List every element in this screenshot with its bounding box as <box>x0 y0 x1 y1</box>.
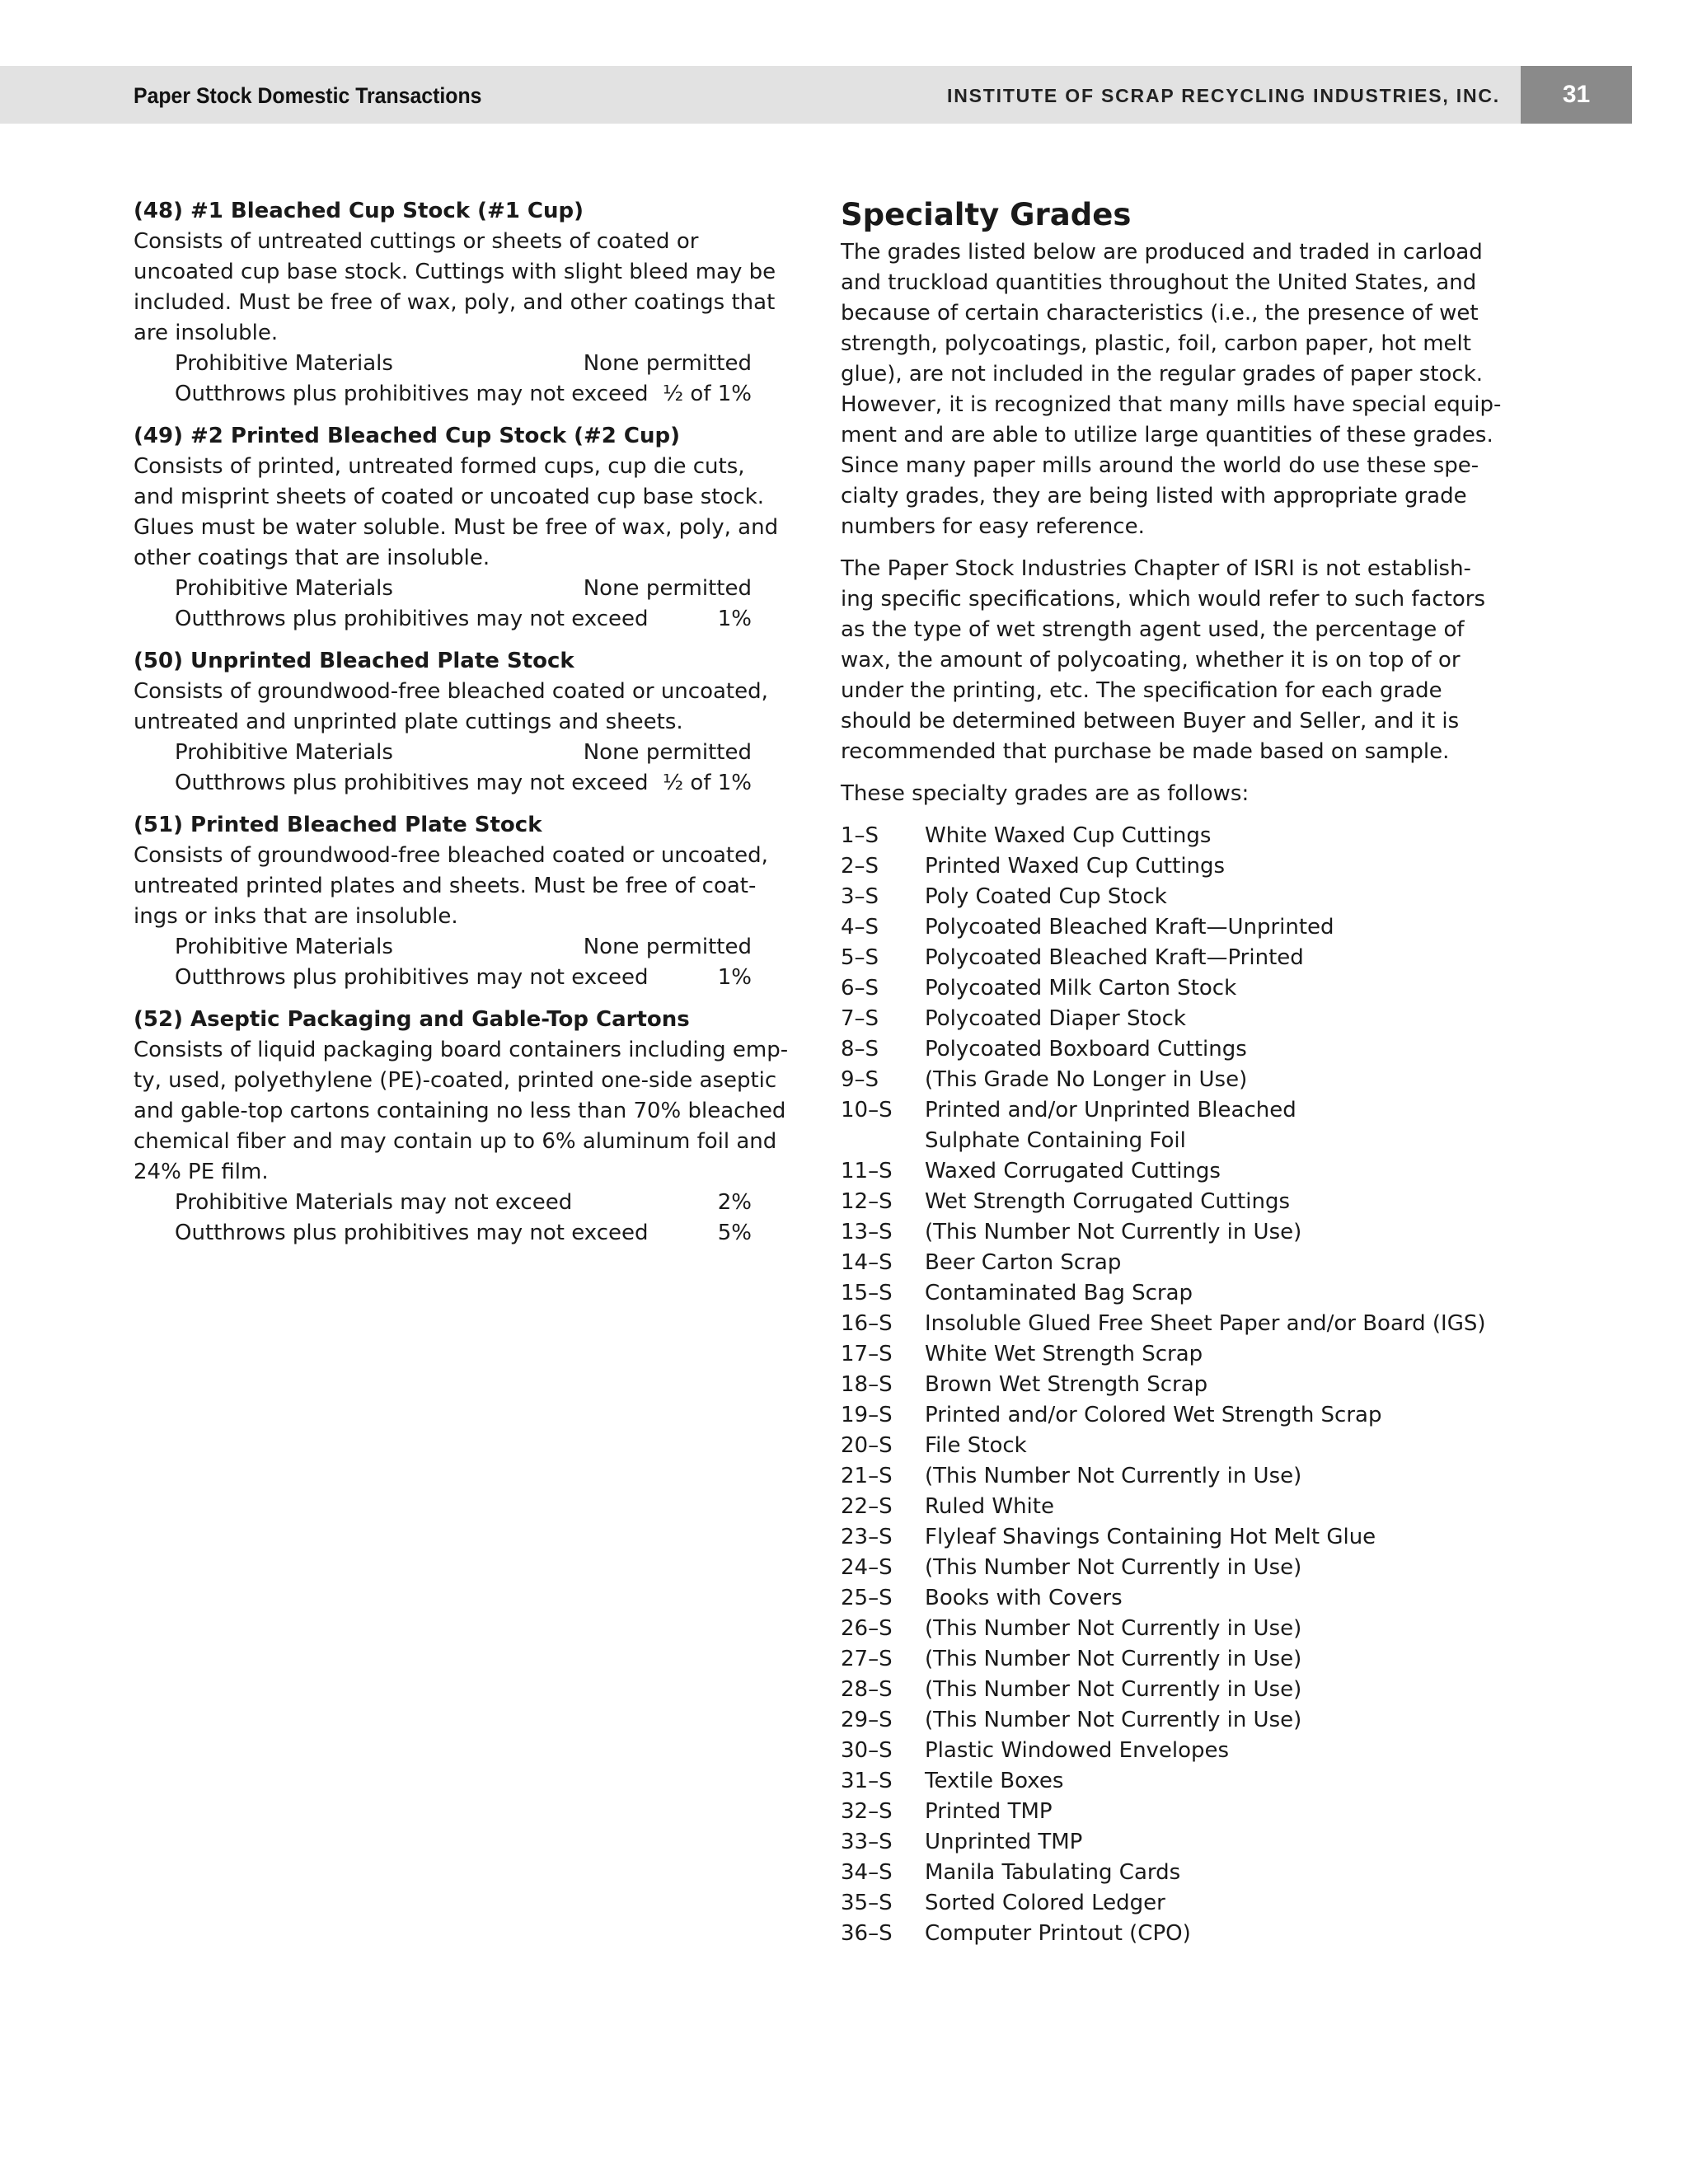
grade-code: 30–S <box>841 1738 893 1763</box>
list-item <box>841 1431 1517 1461</box>
spec-value: None permitted <box>583 351 752 376</box>
grade-code: 16–S <box>841 1311 893 1336</box>
grade-name: (This Number Not Currently in Use) <box>925 1220 1302 1244</box>
grade-code: 24–S <box>841 1555 893 1580</box>
grade-code: 26–S <box>841 1616 893 1641</box>
grade-code: 22–S <box>841 1494 893 1519</box>
entry-title: (52) Aseptic Packaging and Gable-Top Cartons <box>134 1007 690 1032</box>
list-item <box>841 1553 1517 1583</box>
grade-name: Polycoated Bleached Kraft—Unprinted <box>925 915 1334 940</box>
spec-row <box>134 738 752 768</box>
list-item <box>841 1614 1517 1644</box>
grade-name: Polycoated Boxboard Cuttings <box>925 1037 1247 1062</box>
spec-label: Prohibitive Materials <box>175 935 393 959</box>
grade-code: 18–S <box>841 1372 893 1397</box>
entry-description <box>134 1035 797 1188</box>
entry-description <box>134 677 797 738</box>
spec-row <box>134 1218 752 1249</box>
spec-label: Prohibitive Materials <box>175 740 393 765</box>
entry-description <box>134 227 797 349</box>
para-line: However, it is recognized that many mills have special equip- <box>841 392 1502 417</box>
grade-name: (This Number Not Currently in Use) <box>925 1708 1302 1732</box>
list-intro-paragraph <box>841 779 1517 809</box>
grade-name: Printed and/or Unprinted Bleached <box>925 1098 1296 1122</box>
grade-name: Polycoated Bleached Kraft—Printed <box>925 945 1304 970</box>
list-item <box>841 973 1517 1004</box>
list-item <box>841 943 1517 973</box>
spec-value: 1% <box>717 965 752 990</box>
desc-line: Consists of liquid packaging board containers including emp- <box>134 1038 789 1062</box>
grade-code: 31–S <box>841 1769 893 1793</box>
para-line: recommended that purchase be made based on sample. <box>841 739 1450 764</box>
spec-row <box>134 963 752 993</box>
grade-name: Unprinted TMP <box>925 1830 1083 1854</box>
grade-name: (This Grade No Longer in Use) <box>925 1067 1248 1092</box>
spec-label: Prohibitive Materials <box>175 351 393 376</box>
list-item <box>841 1675 1517 1705</box>
spec-row <box>134 604 752 635</box>
para-line: ment and are able to utilize large quantities of these grades. <box>841 423 1493 448</box>
para-line: and truckload quantities throughout the United States, and <box>841 270 1477 295</box>
para-line: The grades listed below are produced and traded in carload <box>841 240 1483 265</box>
grade-name: Brown Wet Strength Scrap <box>925 1372 1208 1397</box>
list-item <box>841 1095 1517 1126</box>
spec-label: Outthrows plus prohibitives may not exceed <box>175 965 649 990</box>
grade-code: 4–S <box>841 915 879 940</box>
grade-name: Poly Coated Cup Stock <box>925 884 1167 909</box>
grade-code: 5–S <box>841 945 879 970</box>
grade-code: 17–S <box>841 1342 893 1366</box>
grade-name: Plastic Windowed Envelopes <box>925 1738 1230 1763</box>
para-line: under the printing, etc. The specification for each grade <box>841 678 1442 703</box>
spec-label: Outthrows plus prohibitives may not exceed <box>175 607 649 631</box>
spec-label: Prohibitive Materials <box>175 576 393 601</box>
list-item <box>841 1797 1517 1827</box>
list-item <box>841 1309 1517 1339</box>
grade-name: Manila Tabulating Cards <box>925 1860 1181 1885</box>
grade-name: Printed Waxed Cup Cuttings <box>925 854 1226 879</box>
grade-name: White Wet Strength Scrap <box>925 1342 1203 1366</box>
grade-entry-49 <box>134 421 797 635</box>
spec-value: None permitted <box>583 740 752 765</box>
list-item <box>841 1156 1517 1187</box>
desc-line: Consists of untreated cuttings or sheets of coated or <box>134 229 699 254</box>
list-item <box>841 1187 1517 1217</box>
grade-code: 33–S <box>841 1830 893 1854</box>
list-item <box>841 1492 1517 1522</box>
spec-label: Prohibitive Materials may not exceed <box>175 1190 573 1215</box>
grade-name: (This Number Not Currently in Use) <box>925 1464 1302 1488</box>
specialty-grade-list <box>841 821 1517 1949</box>
spec-value: 1% <box>717 607 752 631</box>
list-item <box>841 1919 1517 1949</box>
entry-title: (49) #2 Printed Bleached Cup Stock (#2 Cup) <box>134 424 680 448</box>
grade-name: Computer Printout (CPO) <box>925 1921 1191 1946</box>
grade-name: Textile Boxes <box>925 1769 1064 1793</box>
list-item <box>841 1034 1517 1065</box>
grade-code: 10–S <box>841 1098 893 1122</box>
list-item <box>841 1644 1517 1675</box>
grade-code: 35–S <box>841 1891 893 1915</box>
section-title: Specialty Grades <box>841 197 1132 232</box>
para-line: because of certain characteristics (i.e., the presence of wet <box>841 301 1479 326</box>
spec-value: None permitted <box>583 935 752 959</box>
list-item <box>841 1858 1517 1888</box>
grade-code: 25–S <box>841 1586 893 1610</box>
left-column <box>134 196 797 1260</box>
spec-row <box>134 379 752 410</box>
list-item <box>841 1248 1517 1278</box>
para-line: These specialty grades are as follows: <box>841 781 1250 806</box>
grade-name: Ruled White <box>925 1494 1054 1519</box>
grade-name: Wet Strength Corrugated Cuttings <box>925 1189 1291 1214</box>
list-item <box>841 1370 1517 1400</box>
desc-line: 24% PE film. <box>134 1160 269 1184</box>
entry-description <box>134 452 797 574</box>
para-line: numbers for easy reference. <box>841 514 1145 539</box>
grade-name: Printed TMP <box>925 1799 1053 1824</box>
grade-code: 32–S <box>841 1799 893 1824</box>
grade-entry-52 <box>134 1005 797 1249</box>
list-item <box>841 1736 1517 1766</box>
spec-row <box>134 574 752 604</box>
list-item <box>841 1766 1517 1797</box>
desc-line: and gable-top cartons containing no less than 70% bleached <box>134 1099 786 1123</box>
grade-code <box>841 1126 925 1156</box>
grade-code: 7–S <box>841 1006 879 1031</box>
grade-code: 2–S <box>841 854 879 879</box>
spec-value: ½ of 1% <box>662 771 752 795</box>
grade-code: 6–S <box>841 976 879 1001</box>
grade-code: 3–S <box>841 884 879 909</box>
desc-line: and misprint sheets of coated or uncoated cup base stock. <box>134 485 765 509</box>
grade-name: Polycoated Milk Carton Stock <box>925 976 1237 1001</box>
para-line: ing specific specifications, which would refer to such factors <box>841 587 1486 612</box>
list-item <box>841 882 1517 912</box>
spec-value: 2% <box>717 1190 752 1215</box>
grade-entry-51 <box>134 810 797 993</box>
grade-entry-48 <box>134 196 797 410</box>
list-item <box>841 1827 1517 1858</box>
page-number: 31 <box>1521 66 1632 124</box>
grade-name: Insoluble Glued Free Sheet Paper and/or Board (IGS) <box>925 1311 1486 1336</box>
para-line: should be determined between Buyer and Seller, and it is <box>841 709 1460 733</box>
spec-row <box>134 768 752 799</box>
spec-row <box>134 1188 752 1218</box>
desc-line: chemical fiber and may contain up to 6% aluminum foil and <box>134 1129 777 1154</box>
grade-code: 14–S <box>841 1250 893 1275</box>
list-item <box>841 1583 1517 1614</box>
grade-code: 19–S <box>841 1403 893 1427</box>
desc-line: included. Must be free of wax, poly, and other coatings that <box>134 290 776 315</box>
grade-name: White Waxed Cup Cuttings <box>925 823 1212 848</box>
list-item <box>841 1461 1517 1492</box>
grade-name: Waxed Corrugated Cuttings <box>925 1159 1221 1183</box>
para-line: as the type of wet strength agent used, the percentage of <box>841 617 1465 642</box>
entry-title: (50) Unprinted Bleached Plate Stock <box>134 649 574 673</box>
entry-title: (48) #1 Bleached Cup Stock (#1 Cup) <box>134 199 584 223</box>
grade-name: (This Number Not Currently in Use) <box>925 1555 1302 1580</box>
entry-title: (51) Printed Bleached Plate Stock <box>134 813 542 837</box>
para-line: The Paper Stock Industries Chapter of ISRI is not establish- <box>841 556 1471 581</box>
para-line: cialty grades, they are being listed with appropriate grade <box>841 484 1467 509</box>
spec-label: Outthrows plus prohibitives may not exceed <box>175 1221 649 1245</box>
grade-name: Sulphate Containing Foil <box>925 1128 1186 1153</box>
list-item <box>841 1278 1517 1309</box>
grade-code: 36–S <box>841 1921 893 1946</box>
desc-line: Consists of groundwood-free bleached coated or uncoated, <box>134 679 768 704</box>
desc-line: Consists of groundwood-free bleached coated or uncoated, <box>134 843 768 868</box>
list-item <box>841 851 1517 882</box>
grade-name: Sorted Colored Ledger <box>925 1891 1165 1915</box>
spec-label: Outthrows plus prohibitives may not exceed <box>175 771 649 795</box>
grade-name: Polycoated Diaper Stock <box>925 1006 1186 1031</box>
list-item <box>841 1339 1517 1370</box>
desc-line: untreated and unprinted plate cuttings and sheets. <box>134 710 683 734</box>
grade-name: (This Number Not Currently in Use) <box>925 1647 1302 1671</box>
spec-row <box>134 349 752 379</box>
grade-name: Books with Covers <box>925 1586 1123 1610</box>
para-line: wax, the amount of polycoating, whether it is on top of or <box>841 648 1461 673</box>
grade-code: 27–S <box>841 1647 893 1671</box>
running-title: Paper Stock Domestic Transactions <box>134 83 482 108</box>
list-item <box>841 1004 1517 1034</box>
desc-line: are insoluble. <box>134 321 279 345</box>
desc-line: other coatings that are insoluble. <box>134 546 490 570</box>
list-item <box>841 912 1517 943</box>
specification-paragraph <box>841 554 1517 767</box>
grade-code: 9–S <box>841 1067 879 1092</box>
desc-line: Consists of printed, untreated formed cups, cup die cuts, <box>134 454 745 479</box>
list-item <box>841 1705 1517 1736</box>
grade-name: (This Number Not Currently in Use) <box>925 1677 1302 1702</box>
grade-name: Contaminated Bag Scrap <box>925 1281 1193 1305</box>
desc-line: ty, used, polyethylene (PE)-coated, printed one-side aseptic <box>134 1068 777 1093</box>
list-item <box>841 1522 1517 1553</box>
grade-code: 21–S <box>841 1464 893 1488</box>
grade-code: 34–S <box>841 1860 893 1885</box>
spec-value: ½ of 1% <box>662 382 752 406</box>
list-item <box>841 1888 1517 1919</box>
desc-line: Glues must be water soluble. Must be free of wax, poly, and <box>134 515 779 540</box>
grade-name: (This Number Not Currently in Use) <box>925 1616 1302 1641</box>
desc-line: ings or inks that are insoluble. <box>134 904 458 929</box>
grade-code: 29–S <box>841 1708 893 1732</box>
desc-line: untreated printed plates and sheets. Must be free of coat- <box>134 874 757 898</box>
grade-entry-50 <box>134 646 797 799</box>
desc-line: uncoated cup base stock. Cuttings with slight bleed may be <box>134 260 776 284</box>
grade-code: 15–S <box>841 1281 893 1305</box>
para-line: strength, polycoatings, plastic, foil, carbon paper, hot melt <box>841 331 1471 356</box>
grade-name: Flyleaf Shavings Containing Hot Melt Glue <box>925 1525 1376 1549</box>
list-item <box>841 1065 1517 1095</box>
grade-code: 8–S <box>841 1037 879 1062</box>
list-item <box>841 821 1517 851</box>
grade-name: File Stock <box>925 1433 1027 1458</box>
grade-name: Beer Carton Scrap <box>925 1250 1122 1275</box>
list-item <box>841 1400 1517 1431</box>
intro-paragraph <box>841 237 1517 542</box>
right-column <box>841 196 1517 1949</box>
list-item <box>841 1217 1517 1248</box>
grade-code: 28–S <box>841 1677 893 1702</box>
para-line: glue), are not included in the regular grades of paper stock. <box>841 362 1484 387</box>
spec-label: Outthrows plus prohibitives may not exceed <box>175 382 649 406</box>
grade-code: 23–S <box>841 1525 893 1549</box>
grade-code: 11–S <box>841 1159 893 1183</box>
grade-code: 1–S <box>841 823 879 848</box>
grade-code: 12–S <box>841 1189 893 1214</box>
para-line: Since many paper mills around the world do use these spe- <box>841 453 1479 478</box>
spec-row <box>134 932 752 963</box>
entry-description <box>134 841 797 932</box>
spec-value: None permitted <box>583 576 752 601</box>
list-item <box>841 1126 1517 1156</box>
publisher-name: INSTITUTE OF SCRAP RECYCLING INDUSTRIES, INC. <box>947 85 1500 106</box>
grade-name: Printed and/or Colored Wet Strength Scrap <box>925 1403 1382 1427</box>
grade-code: 20–S <box>841 1433 893 1458</box>
grade-code: 13–S <box>841 1220 893 1244</box>
spec-value: 5% <box>717 1221 752 1245</box>
